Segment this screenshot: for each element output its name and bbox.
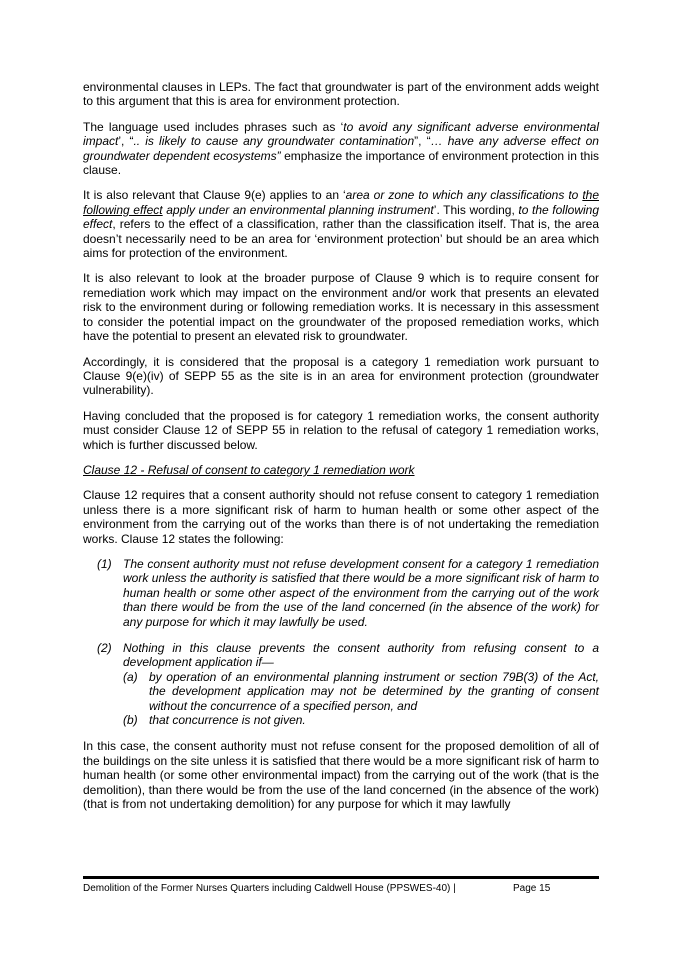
subclause-number: (a) [123, 669, 138, 684]
paragraph: In this case, the consent authority must not refuse consent for the proposed demolition of all of the buildings on the site unless it is satisfied that there would be a more significant risk of harm to human health (or some other environmental impact) from the carrying out of the work (that is the demolition), than there would be from the use of the land concerned (in the absence of the work) (that is from not undertaking demolition) for any purpose for which it may lawfully [83, 739, 599, 812]
paragraph: Accordingly, it is considered that the proposal is a category 1 remediation work pursuant to Clause 9(e)(iv) of SEPP 55 as the site is in an area for environment protection (groundwater vulnerability). [83, 354, 599, 398]
subclause-text: that concurrence is not given. [149, 713, 306, 728]
subclause-text: by operation of an environmental planning instrument or section 79B(3) of the Act, the development application may not be determined by the granting of consent without the concurrence of a specified person, and [149, 669, 599, 713]
paragraph: It is also relevant that Clause 9(e) applies to an ‘area or zone to which any classifications to the following effect apply under an environmental planning instrument’. This wording, to the following effect, refers to the effect of a classification, rather than the classification itself. That is, the area doesn’t necessarily need to be an area for ‘environment protection’ but should be an area which aims for protection of the environment. [83, 188, 600, 261]
quoted-clause-1 [83, 557, 599, 629]
page-footer [83, 876, 599, 895]
quoted-clause-2 [83, 641, 599, 727]
paragraph: Having concluded that the proposed is for category 1 remediation works, the consent authority must consider Clause 12 of SEPP 55 in relation to the refusal of category 1 remediation works, which is further discussed below. [83, 408, 599, 452]
paragraph: The language used includes phrases such as ‘to avoid any significant adverse environmental impact’, “.. is likely to cause any groundwater contamination”, “… have any adverse effect on groundwater dependent ecosystems” emphasize the importance of environment protection in this clause. [83, 119, 600, 178]
page-number: Page 15 [513, 883, 551, 894]
section-heading: Clause 12 - Refusal of consent to category 1 remediation work [83, 462, 415, 477]
document-body [83, 80, 599, 822]
clause-number: (2) [97, 641, 112, 655]
footer-title: Demolition of the Former Nurses Quarters including Caldwell House (PPSWES-40) | [83, 883, 456, 894]
clause-text: Nothing in this clause prevents the consent authority from refusing consent to a development application if— [123, 641, 599, 670]
paragraph: Clause 12 requires that a consent authority should not refuse consent to category 1 remediation unless there is a more significant risk of harm to human health or some other aspect of the environment from the carrying out of the works than there is of not undertaking the remediation works. Clause 12 states the following: [83, 488, 599, 546]
subclause-number: (b) [123, 713, 138, 728]
paragraph: environmental clauses in LEPs. The fact that groundwater is part of the environment adds weight to this argument that this is area for environment protection. [83, 80, 599, 109]
paragraph: It is also relevant to look at the broader purpose of Clause 9 which is to require consent for remediation work which may impact on the environment and/or work that presents an elevated risk to the environment during or following remediation works. It is necessary in this assessment to consider the potential impact on the groundwater of the proposed remediation works, which have the potential to present an elevated risk to groundwater. [83, 271, 599, 344]
clause-text: The consent authority must not refuse development consent for a category 1 remediation work unless the authority is satisfied that there would be a more significant risk of harm to human health or some other aspect of the environment from the carrying out of the work than there would be from the use of the land concerned (in the absence of the work) for any purpose for which it may lawfully be used. [123, 556, 599, 629]
clause-number: (1) [97, 556, 112, 571]
